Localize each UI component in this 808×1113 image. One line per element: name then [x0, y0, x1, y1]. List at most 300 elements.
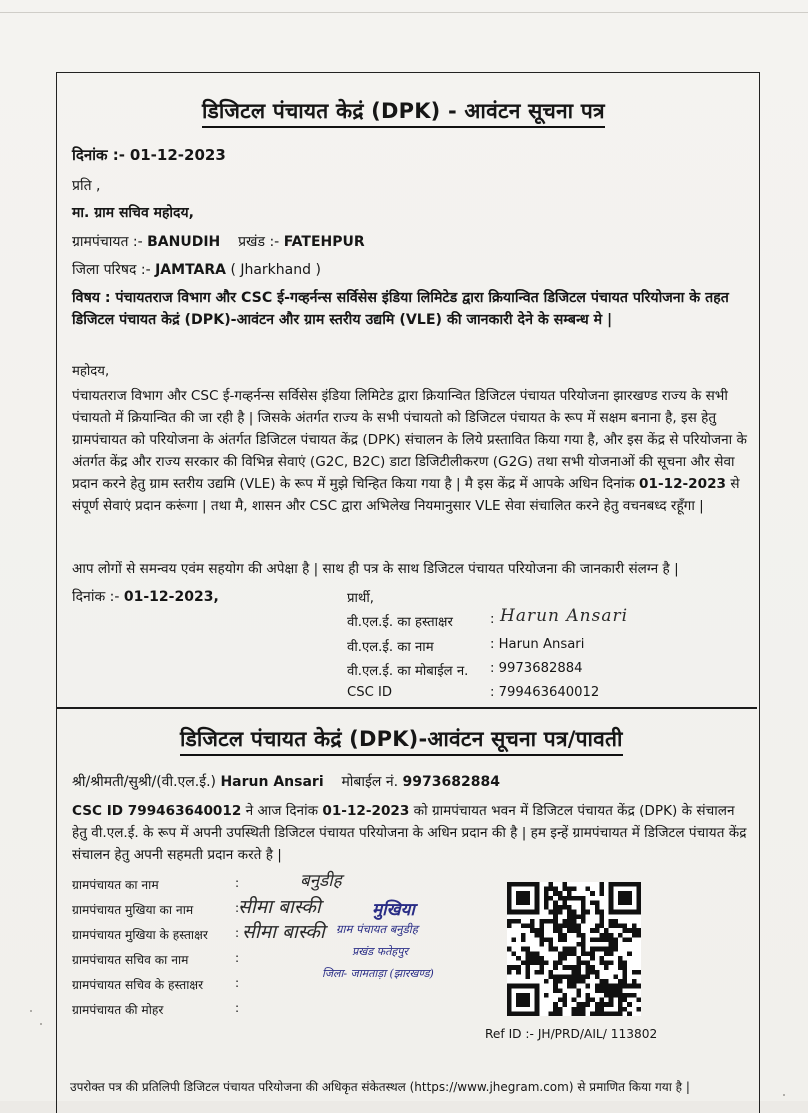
qr-module — [525, 896, 530, 901]
qr-module — [572, 924, 577, 929]
qr-module — [595, 970, 600, 975]
qr-module — [544, 919, 549, 924]
qr-module — [535, 988, 540, 993]
footnote: उपरोक्त पत्र की प्रतिलिपी डिजिटल पंचायत परियोजना की अधिकृत संकेतस्थल (https://www.jhegram.com) से प्रमाणित किया गया है | — [70, 1080, 690, 1094]
qr-module — [586, 998, 591, 1003]
qr-module — [632, 933, 637, 938]
qr-module — [535, 882, 540, 887]
qr-module — [599, 961, 604, 966]
qr-module — [549, 1011, 554, 1016]
qr-module — [539, 924, 544, 929]
vle-name-value: : Harun Ansari — [490, 637, 585, 652]
qr-module — [576, 924, 581, 929]
receipt-csc-id: CSC ID 799463640012 — [72, 803, 242, 819]
qr-module — [599, 998, 604, 1003]
qr-module — [535, 891, 540, 896]
qr-module — [530, 919, 535, 924]
qr-module — [516, 896, 521, 901]
qr-module — [590, 891, 595, 896]
qr-module — [535, 900, 540, 905]
notice-subject: विषय : पंचायतराज विभाग और CSC ई-गव्हर्नन्स सर्विसेस इंडिया लिमिटेड द्वारा क्रियान्वित डिजिटल पंचायत परियोजना के तहत डिजिटल पंचायत केद्रं (DPK)-आवंटन और ग्राम स्तरीय उद्यमि (VLE) की जानकारी देने के सम्बन्ध मे | — [72, 290, 729, 328]
qr-code-graphic — [507, 882, 641, 1016]
qr-module — [558, 928, 563, 933]
scan-speck — [783, 1094, 785, 1096]
qr-module — [636, 882, 641, 887]
notice-body-date: 01-12-2023 — [639, 476, 726, 492]
qr-module — [558, 1007, 563, 1012]
vle-signature: Harun Ansari — [500, 606, 629, 626]
qr-module — [535, 984, 540, 989]
qr-module — [535, 1011, 540, 1016]
qr-module — [595, 947, 600, 952]
notice-to: प्रति , — [72, 178, 101, 194]
qr-module — [507, 887, 512, 892]
qr-module — [535, 1002, 540, 1007]
qr-module — [623, 891, 628, 896]
qr-module — [599, 956, 604, 961]
qr-module — [595, 928, 600, 933]
qr-module — [586, 1002, 591, 1007]
qr-module — [576, 979, 581, 984]
qr-module — [609, 910, 614, 915]
qr-module — [599, 1007, 604, 1012]
qr-module — [530, 928, 535, 933]
qr-module — [590, 947, 595, 952]
qr-module — [567, 928, 572, 933]
qr-module — [599, 988, 604, 993]
qr-module — [562, 947, 567, 952]
qr-module — [539, 919, 544, 924]
qr-module — [562, 887, 567, 892]
field-secretary-sign-colon: : — [235, 976, 240, 990]
qr-module — [618, 910, 623, 915]
qr-module — [623, 993, 628, 998]
qr-module — [553, 961, 558, 966]
qr-module — [535, 961, 540, 966]
qr-module — [599, 882, 604, 887]
qr-module — [507, 970, 512, 975]
block-value: FATEHPUR — [283, 234, 365, 250]
qr-module — [512, 984, 517, 989]
qr-module — [530, 984, 535, 989]
qr-module — [572, 974, 577, 979]
qr-module — [609, 947, 614, 952]
qr-module — [535, 998, 540, 1003]
qr-module — [609, 984, 614, 989]
qr-module — [507, 993, 512, 998]
qr-module — [562, 924, 567, 929]
qr-module — [521, 910, 526, 915]
qr-module — [567, 905, 572, 910]
qr-module — [539, 933, 544, 938]
qr-module — [604, 937, 609, 942]
qr-module — [636, 905, 641, 910]
qr-module — [521, 961, 526, 966]
qr-module — [599, 979, 604, 984]
qr-module — [558, 937, 563, 942]
qr-module — [599, 984, 604, 989]
qr-module — [636, 998, 641, 1003]
vle-mobile-label: वी.एल.ई. का मोबाईल न. — [347, 664, 469, 679]
qr-module — [604, 961, 609, 966]
qr-module — [618, 933, 623, 938]
qr-module — [562, 882, 567, 887]
qr-module — [567, 896, 572, 901]
person-name: Harun Ansari — [220, 774, 324, 790]
qr-module — [599, 891, 604, 896]
qr-module — [604, 1011, 609, 1016]
qr-module — [567, 919, 572, 924]
qr-module — [562, 993, 567, 998]
qr-module — [562, 965, 567, 970]
receipt-person-line — [72, 772, 500, 791]
qr-module — [595, 974, 600, 979]
qr-module — [544, 979, 549, 984]
handwritten-mukhiya-sign: सीमा बास्की — [242, 921, 325, 943]
qr-module — [576, 928, 581, 933]
qr-module — [595, 937, 600, 942]
qr-module — [521, 937, 526, 942]
qr-module — [516, 882, 521, 887]
vle-name-label: वी.एल.ई. का नाम — [347, 640, 434, 655]
notice-date — [72, 145, 226, 165]
qr-module — [521, 1011, 526, 1016]
qr-module — [516, 998, 521, 1003]
qr-module — [558, 956, 563, 961]
person-prefix: श्री/श्रीमती/सुश्री/(वी.एल.ई.) — [72, 774, 216, 790]
qr-module — [618, 998, 623, 1003]
qr-module — [636, 928, 641, 933]
qr-module — [609, 919, 614, 924]
qr-module — [623, 928, 628, 933]
stamp-line-4: जिला- जामताड़ा (झारखण्ड) — [322, 967, 434, 980]
qr-module — [604, 951, 609, 956]
qr-module — [558, 891, 563, 896]
qr-module — [525, 965, 530, 970]
field-mukhiya-sign-colon: : — [235, 926, 240, 940]
qr-module — [516, 910, 521, 915]
qr-module — [553, 947, 558, 952]
qr-module — [572, 928, 577, 933]
qr-module — [525, 984, 530, 989]
qr-module — [581, 896, 586, 901]
qr-module — [613, 947, 618, 952]
qr-module — [581, 1007, 586, 1012]
qr-module — [525, 910, 530, 915]
qr-module — [636, 887, 641, 892]
qr-module — [507, 1011, 512, 1016]
qr-module — [613, 910, 618, 915]
qr-module — [632, 928, 637, 933]
qr-module — [539, 942, 544, 947]
field-seal-label: ग्रामपंचायत की मोहर — [72, 1003, 164, 1017]
qr-module — [609, 882, 614, 887]
qr-module — [595, 905, 600, 910]
qr-module — [549, 896, 554, 901]
qr-module — [521, 896, 526, 901]
qr-module — [572, 998, 577, 1003]
ref-id: Ref ID :- JH/PRD/AIL/ 113802 — [485, 1027, 658, 1041]
qr-module — [553, 924, 558, 929]
qr-module — [512, 882, 517, 887]
qr-module — [558, 1011, 563, 1016]
qr-module — [562, 933, 567, 938]
qr-module — [572, 896, 577, 901]
qr-module — [516, 965, 521, 970]
qr-module — [590, 928, 595, 933]
qr-module — [627, 951, 632, 956]
qr-module — [521, 947, 526, 952]
qr-module — [507, 988, 512, 993]
qr-module — [572, 914, 577, 919]
qr-module — [636, 910, 641, 915]
qr-module — [530, 961, 535, 966]
qr-module — [516, 1002, 521, 1007]
qr-module — [618, 900, 623, 905]
qr-module — [618, 882, 623, 887]
stamp-line-2: ग्राम पंचायत बनुडीह — [336, 922, 418, 936]
qr-module — [613, 974, 618, 979]
qr-module — [535, 993, 540, 998]
qr-module — [558, 998, 563, 1003]
qr-module — [567, 924, 572, 929]
qr-module — [581, 914, 586, 919]
qr-module — [516, 956, 521, 961]
qr-module — [567, 914, 572, 919]
gp-label: ग्रामपंचायत :- — [72, 234, 143, 250]
qr-module — [599, 919, 604, 924]
qr-module — [525, 956, 530, 961]
qr-module — [627, 896, 632, 901]
scan-edge-line — [0, 12, 808, 13]
qr-module — [609, 1002, 614, 1007]
qr-module — [599, 910, 604, 915]
qr-module — [525, 998, 530, 1003]
notice-body-part2: से संपूर्ण सेवाएं प्रदान करूंगा | तथा मै, शासन और CSC द्वारा अभिलेख नियमानुसार VLE सेवा संचालित करने हेतु वचनबध्द रहूँगा | — [72, 476, 740, 514]
qr-module — [613, 942, 618, 947]
qr-module — [581, 937, 586, 942]
qr-module — [572, 1011, 577, 1016]
qr-module — [623, 924, 628, 929]
notice-addressee: मा. ग्राम सचिव महोदय, — [72, 205, 194, 221]
qr-module — [530, 956, 535, 961]
qr-module — [609, 993, 614, 998]
qr-module — [525, 993, 530, 998]
qr-module — [553, 887, 558, 892]
qr-module — [572, 979, 577, 984]
receipt-mobile-value: 9973682884 — [402, 774, 500, 790]
field-mukhiya-sign-label: ग्रामपंचायत मुखिया के हस्ताक्षर — [72, 928, 208, 942]
qr-module — [586, 965, 591, 970]
vle-mobile-value: : 9973682884 — [490, 661, 583, 676]
gp-value: BANUDIH — [147, 234, 221, 250]
qr-module — [576, 993, 581, 998]
qr-module — [632, 970, 637, 975]
qr-module — [507, 910, 512, 915]
field-seal-colon: : — [235, 1001, 240, 1015]
qr-module — [553, 974, 558, 979]
qr-module — [544, 887, 549, 892]
qr-module — [609, 900, 614, 905]
district-value: JAMTARA — [155, 262, 226, 278]
qr-module — [549, 974, 554, 979]
qr-module — [516, 919, 521, 924]
qr-module — [558, 905, 563, 910]
qr-module — [507, 1002, 512, 1007]
qr-module — [627, 910, 632, 915]
qr-module — [562, 919, 567, 924]
vle-sign-colon: : — [490, 612, 495, 627]
qr-module — [558, 896, 563, 901]
qr-module — [553, 914, 558, 919]
qr-module — [632, 924, 637, 929]
qr-module — [525, 882, 530, 887]
qr-module — [618, 956, 623, 961]
qr-module — [539, 961, 544, 966]
qr-module — [549, 937, 554, 942]
qr-module — [609, 998, 614, 1003]
qr-module — [581, 919, 586, 924]
qr-module — [623, 910, 628, 915]
qr-module — [512, 919, 517, 924]
qr-module — [618, 988, 623, 993]
qr-module — [623, 970, 628, 975]
qr-module — [553, 891, 558, 896]
qr-module — [609, 937, 614, 942]
qr-module — [581, 910, 586, 915]
qr-module — [604, 933, 609, 938]
qr-module — [627, 937, 632, 942]
qr-module — [535, 910, 540, 915]
qr-module — [627, 928, 632, 933]
qr-module — [567, 951, 572, 956]
qr-module — [507, 882, 512, 887]
qr-module — [553, 1007, 558, 1012]
qr-module — [507, 924, 512, 929]
qr-module — [572, 984, 577, 989]
qr-module — [581, 1002, 586, 1007]
qr-module — [562, 974, 567, 979]
scan-speck — [40, 1023, 42, 1025]
qr-module — [627, 1011, 632, 1016]
qr-module — [613, 1011, 618, 1016]
qr-module — [604, 984, 609, 989]
qr-module — [562, 905, 567, 910]
qr-module — [535, 928, 540, 933]
qr-module — [604, 993, 609, 998]
qr-module — [567, 891, 572, 896]
qr-module — [553, 928, 558, 933]
qr-module — [581, 951, 586, 956]
qr-module — [632, 910, 637, 915]
qr-module — [609, 1011, 614, 1016]
qr-module — [632, 984, 637, 989]
notice-salutation: महोदय, — [72, 364, 110, 379]
qr-module — [604, 979, 609, 984]
qr-module — [599, 937, 604, 942]
qr-module — [618, 993, 623, 998]
qr-module — [623, 896, 628, 901]
qr-module — [576, 1011, 581, 1016]
qr-module — [553, 1002, 558, 1007]
qr-module — [581, 974, 586, 979]
qr-module — [581, 1011, 586, 1016]
stamp-line-3: प्रखंड फतेहपुर — [352, 945, 408, 958]
qr-module — [618, 961, 623, 966]
qr-module — [586, 951, 591, 956]
stamp-line-1: मुखिया — [372, 900, 415, 920]
qr-module — [576, 965, 581, 970]
qr-module — [572, 919, 577, 924]
qr-module — [618, 924, 623, 929]
qr-module — [553, 919, 558, 924]
qr-module — [595, 1002, 600, 1007]
qr-module — [558, 974, 563, 979]
qr-module — [530, 882, 535, 887]
qr-module — [549, 919, 554, 924]
qr-module — [516, 891, 521, 896]
qr-module — [553, 988, 558, 993]
qr-module — [572, 887, 577, 892]
qr-module — [562, 956, 567, 961]
qr-module — [572, 970, 577, 975]
qr-module — [535, 970, 540, 975]
qr-module — [549, 882, 554, 887]
qr-module — [549, 887, 554, 892]
qr-module — [525, 974, 530, 979]
qr-module — [595, 1011, 600, 1016]
qr-module — [567, 910, 572, 915]
qr-module — [567, 947, 572, 952]
qr-module — [636, 970, 641, 975]
qr-module — [521, 900, 526, 905]
qr-module — [599, 1002, 604, 1007]
qr-module — [558, 979, 563, 984]
field-secretary-name-colon: : — [235, 951, 240, 965]
qr-module — [576, 896, 581, 901]
qr-module — [507, 984, 512, 989]
receipt-text — [72, 800, 752, 866]
qr-module — [562, 998, 567, 1003]
qr-module — [632, 993, 637, 998]
qr-module — [609, 942, 614, 947]
qr-module — [558, 988, 563, 993]
qr-module — [613, 882, 618, 887]
qr-module — [609, 924, 614, 929]
footer-date-label: दिनांक :- — [72, 589, 120, 605]
qr-module — [599, 947, 604, 952]
qr-module — [553, 900, 558, 905]
qr-module — [544, 905, 549, 910]
qr-module — [636, 984, 641, 989]
qr-module — [521, 993, 526, 998]
qr-module — [599, 887, 604, 892]
qr-module — [627, 984, 632, 989]
qr-module — [595, 984, 600, 989]
qr-module — [525, 947, 530, 952]
qr-module — [590, 956, 595, 961]
qr-module — [576, 974, 581, 979]
qr-module — [623, 984, 628, 989]
notice-title: डिजिटल पंचायत केद्रं (DPK) - आवंटन सूचना पत्र — [202, 97, 605, 128]
qr-module — [525, 951, 530, 956]
qr-module — [586, 970, 591, 975]
qr-module — [516, 993, 521, 998]
qr-module — [627, 882, 632, 887]
qr-module — [516, 900, 521, 905]
qr-module — [553, 905, 558, 910]
qr-module — [609, 887, 614, 892]
